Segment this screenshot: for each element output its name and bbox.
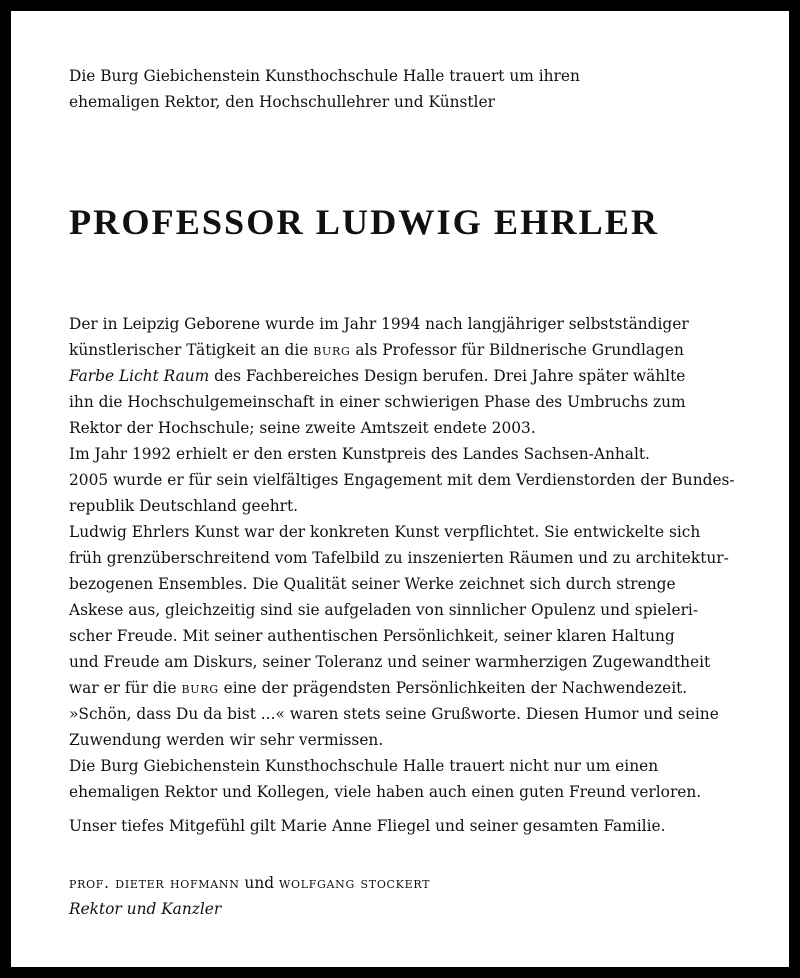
body-line: künstlerischer Tätigkeit an die burg als Professor für Bildnerische Grundlagen: [69, 341, 684, 359]
body-line: Ludwig Ehrlers Kunst war der konkreten Kunst verpflichtet. Sie entwickelte sich: [69, 523, 701, 541]
intro-line: ehemaligen Rektor, den Hochschullehrer und Künstler: [69, 93, 495, 111]
body-line: Im Jahr 1992 erhielt er den ersten Kunstpreis des Landes Sachsen-Anhalt.: [69, 445, 650, 463]
body-line: Zuwendung werden wir sehr vermissen.: [69, 731, 384, 749]
body-line: Rektor der Hochschule; seine zweite Amtszeit endete 2003.: [69, 419, 536, 437]
closing-text: Unser tiefes Mitgefühl gilt Marie Anne Fliegel und seiner gesamten Familie.: [69, 817, 666, 835]
body-text: [69, 311, 769, 805]
body-line: früh grenzüberschreitend vom Tafelbild zu inszenierten Räumen und zu architektur-: [69, 549, 729, 567]
body-line: »Schön, dass Du da bist ...« waren stets seine Grußworte. Diesen Humor und seine: [69, 705, 719, 723]
body-line: ehemaligen Rektor und Kollegen, viele haben auch einen guten Freund verloren.: [69, 783, 702, 801]
body-line: scher Freude. Mit seiner authentischen Persönlichkeit, seiner klaren Haltung: [69, 627, 675, 645]
body-line: bezogenen Ensembles. Die Qualität seiner Werke zeichnet sich durch strenge: [69, 575, 676, 593]
body-line: 2005 wurde er für sein vielfältiges Engagement mit dem Verdienstorden der Bundes-: [69, 471, 735, 489]
intro-line: Die Burg Giebichenstein Kunsthochschule Halle trauert um ihren: [69, 67, 580, 85]
body-line: Der in Leipzig Geborene wurde im Jahr 1994 nach langjähriger selbstständiger: [69, 315, 689, 333]
body-line: Askese aus, gleichzeitig sind sie aufgeladen von sinnlicher Opulenz und spieleri-: [69, 601, 699, 619]
body-line: war er für die burg eine der prägendsten Persönlichkeiten der Nachwendezeit.: [69, 679, 688, 697]
body-line: Die Burg Giebichenstein Kunsthochschule Halle trauert nicht nur um einen: [69, 757, 659, 775]
program-title: Farbe Licht Raum: [69, 367, 210, 385]
body-line: und Freude am Diskurs, seiner Toleranz und seiner warmherzigen Zugewandtheit: [69, 653, 711, 671]
burg-smallcaps: burg: [181, 679, 219, 697]
signature-block: [69, 870, 769, 922]
signatories: prof. dieter hofmann und wolfgang stockert: [69, 874, 431, 892]
body-line: ihn die Hochschulgemeinschaft in einer schwierigen Phase des Umbruchs zum: [69, 393, 686, 411]
signatory-2: wolfgang stockert: [278, 874, 431, 892]
condolence-line: [69, 813, 769, 839]
signatory-1: prof. dieter hofmann: [69, 874, 240, 892]
body-line: republik Deutschland geehrt.: [69, 497, 299, 515]
body-line: Farbe Licht Raum des Fachbereiches Design berufen. Drei Jahre später wählte: [69, 367, 686, 385]
burg-smallcaps: burg: [313, 341, 351, 359]
deceased-name: PROFESSOR LUDWIG EHRLER: [69, 202, 660, 242]
signatory-roles: Rektor und Kanzler: [69, 900, 222, 918]
intro-text: [69, 63, 769, 115]
